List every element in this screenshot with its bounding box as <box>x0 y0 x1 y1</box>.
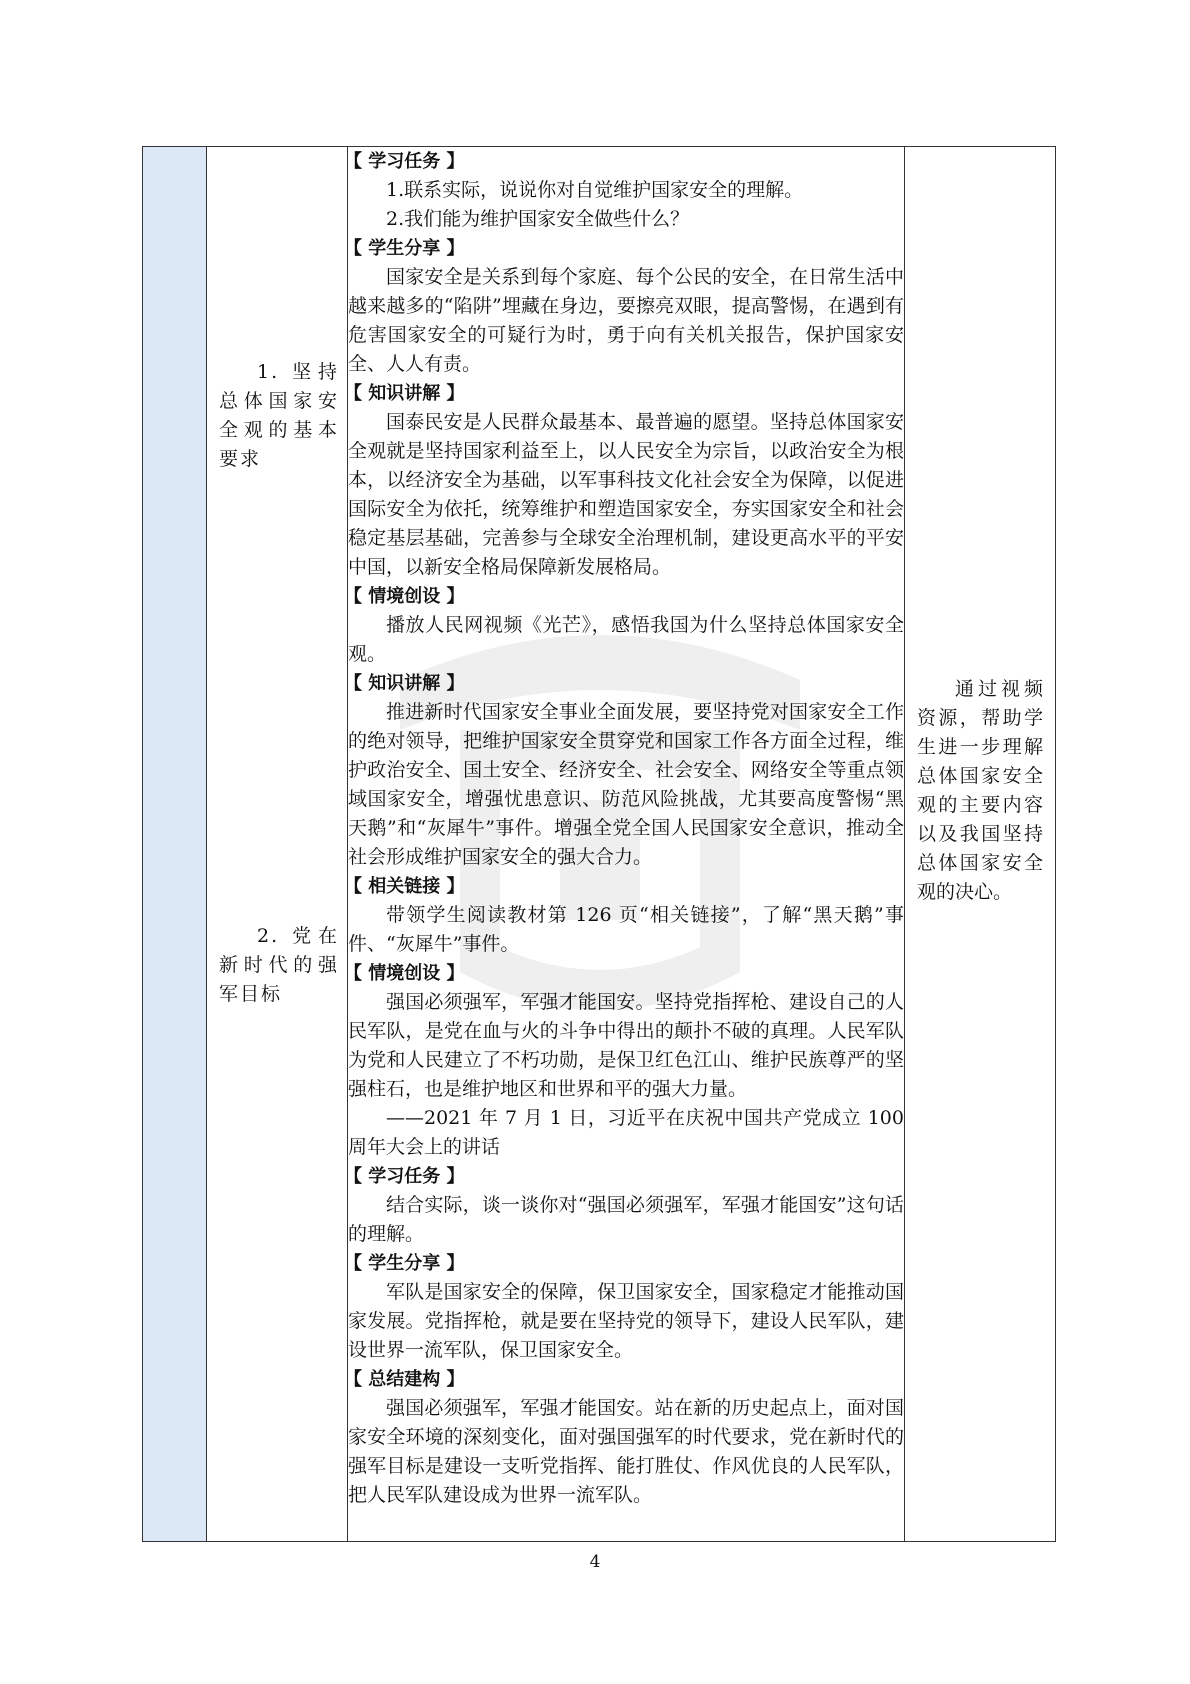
item-column <box>207 147 348 1542</box>
process-column <box>344 147 905 1542</box>
section-heading: 【 学习任务 】 <box>344 1166 465 1187</box>
section-paragraph: ——2021 年 7 月 1 日，习近平在庆祝中国共产党成立 100 周年大会上的讲话 <box>348 1107 904 1158</box>
section-paragraph: 国家安全是关系到每个家庭、每个公民的安全，在日常生活中越来越多的“陷阱”埋藏在身边，要擦亮双眼，提高警惕，在遇到有危害国家安全的可疑行为时，勇于向有关机关报告，保护国家安全、人人有责。 <box>348 266 904 375</box>
stage-column <box>143 147 207 1542</box>
item-2: 2. 党在新时代的强军目标 <box>219 925 339 1005</box>
section-heading: 【 情境创设 】 <box>344 963 465 984</box>
design-note: 通过视频资源，帮助学生进一步理解总体国家安全观的主要内容以及我国坚持总体国家安全观的决心。 <box>917 678 1043 903</box>
section-paragraph: 结合实际，谈一谈你对“强国必须强军，军强才能国安”这句话的理解。 <box>348 1194 904 1245</box>
section-paragraph: 强国必须强军，军强才能国安。坚持党指挥枪、建设自己的人民军队，是党在血与火的斗争中得出的颠扑不破的真理。人民军队为党和人民建立了不朽功勋，是保卫红色江山、维护民族尊严的坚强柱石，也是维护地区和世界和平的强大力量。 <box>348 991 904 1100</box>
lesson-table <box>142 146 1056 1542</box>
process-content <box>344 147 904 1510</box>
section-heading: 【 学生分享 】 <box>344 1253 465 1274</box>
section-paragraph: 国泰民安是人民群众最基本、最普遍的愿望。坚持总体国家安全观就是坚持国家利益至上，以人民安全为宗旨，以政治安全为根本，以经济安全为基础，以军事科技文化社会安全为保障，以促进国际安全为依托，统筹维护和塑造国家安全，夯实国家安全和社会稳定基层基础，完善参与全球安全治理机制，建设更高水平的平安中国，以新安全格局保障新发展格局。 <box>348 411 904 578</box>
section-heading: 【 相关链接 】 <box>344 876 465 897</box>
section-paragraph: 强国必须强军，军强才能国安。站在新的历史起点上，面对国家安全环境的深刻变化，面对强国强军的时代要求，党在新时代的强军目标是建设一支听党指挥、能打胜仗、作风优良的人民军队，把人民军队建设成为世界一流军队。 <box>348 1397 904 1506</box>
section-paragraph: 推进新时代国家安全事业全面发展，要坚持党对国家安全工作的绝对领导，把维护国家安全贯穿党和国家工作各方面全过程，维护政治安全、国土安全、经济安全、社会安全、网络安全等重点领域国家安全，增强忧患意识、防范风险挑战，尤其要高度警惕“黑天鹅”和“灰犀牛”事件。增强全党全国人民国家安全意识，推动全社会形成维护国家安全的强大合力。 <box>348 701 904 868</box>
section-paragraph: 1.联系实际，说说你对自觉维护国家安全的理解。 <box>386 179 804 201</box>
note-column <box>905 147 1056 1542</box>
section-heading: 【 知识讲解 】 <box>344 673 465 694</box>
section-heading: 【 知识讲解 】 <box>344 383 465 404</box>
section-heading: 【 学习任务 】 <box>344 151 465 172</box>
section-paragraph: 带领学生阅读教材第 126 页“相关链接”，了解“黑天鹅”事件、“灰犀牛”事件。 <box>348 904 904 955</box>
item-1: 1. 坚持总体国家安全观的基本要求 <box>219 361 339 470</box>
page-number: 4 <box>589 1552 601 1572</box>
section-paragraph: 2.我们能为维护国家安全做些什么？ <box>386 208 690 230</box>
section-heading: 【 学生分享 】 <box>344 238 465 259</box>
section-paragraph: 军队是国家安全的保障，保卫国家安全，国家稳定才能推动国家发展。党指挥枪，就是要在坚持党的领导下，建设人民军队，建设世界一流军队，保卫国家安全。 <box>348 1281 904 1361</box>
section-paragraph: 播放人民网视频《光芒》，感悟我国为什么坚持总体国家安全观。 <box>348 614 904 665</box>
section-heading: 【 情境创设 】 <box>344 586 465 607</box>
section-heading: 【 总结建构 】 <box>344 1369 465 1390</box>
